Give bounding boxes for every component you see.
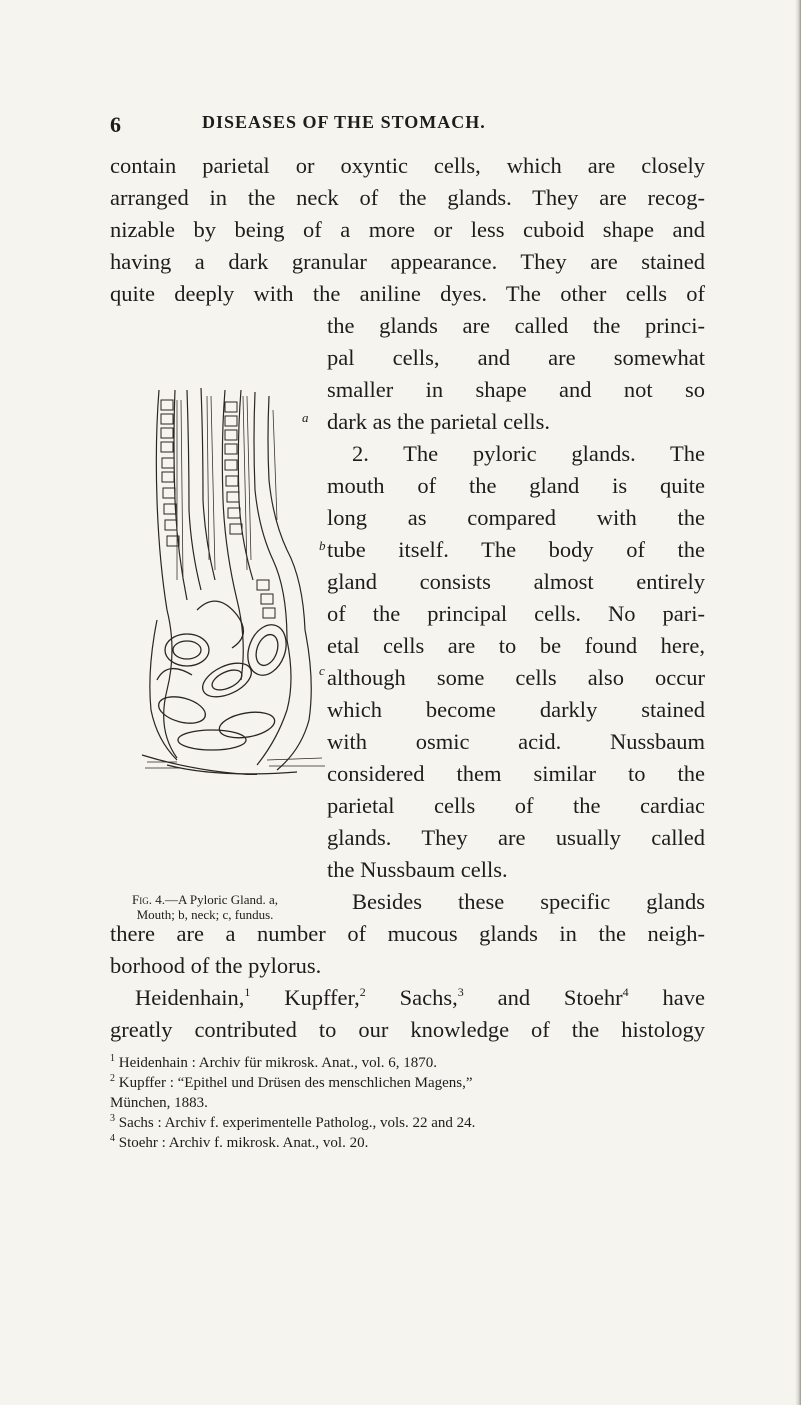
- body-line: glands. They are usually called: [327, 825, 705, 850]
- body-line: of the principal cells. No pari-: [327, 601, 705, 626]
- body-line: nizable by being of a more or less cuboid shape and: [110, 217, 705, 242]
- pyloric-gland-illustration: [137, 380, 327, 775]
- body-line: the glands are called the princi-: [327, 313, 705, 338]
- page-header: [110, 112, 710, 140]
- body-line: etal cells are to be found here,: [327, 633, 705, 658]
- footnote-text: Heidenhain : Archiv für mikrosk. Anat., vol. 6, 1870.: [118, 1055, 438, 1071]
- footnote-1: [110, 1053, 710, 1073]
- body-line: Besides these specific glands: [352, 889, 705, 914]
- body-line: quite deeply with the aniline dyes. The other cells of: [110, 281, 705, 306]
- figure-caption-text: —A Pyloric Gland. a,: [164, 892, 278, 907]
- body-line: which become darkly stained: [327, 697, 705, 722]
- page-number: 6: [110, 112, 121, 137]
- footnote-4: [110, 1133, 710, 1153]
- footnote-2-continued: München, 1883.: [110, 1095, 208, 1111]
- body-line: smaller in shape and not so: [327, 377, 705, 402]
- body-line: there are a number of mucous glands in the neigh-: [110, 921, 705, 946]
- body-line: gland consists almost entirely: [327, 569, 705, 594]
- footnote-2: [110, 1073, 710, 1093]
- figure-label-b: b: [319, 538, 326, 553]
- footnote-mark: 4: [110, 1133, 115, 1144]
- body-line: dark as the parietal cells.: [327, 409, 551, 434]
- body-line: with osmic acid. Nussbaum: [327, 729, 705, 754]
- body-line: although some cells also occur: [327, 665, 705, 690]
- footnote-ref-2: 2: [359, 985, 366, 999]
- body-line: borhood of the pylorus.: [110, 953, 322, 978]
- body-line: long as compared with the: [327, 505, 705, 530]
- body-line: 2. The pyloric glands. The: [352, 441, 705, 466]
- footnote-mark: 2: [110, 1073, 115, 1084]
- body-line: having a dark granular appearance. They are stained: [110, 249, 705, 274]
- figure-caption-label: Fig. 4.: [132, 892, 165, 907]
- figure-label-c: c: [319, 663, 325, 678]
- figure-caption-line2: Mouth; b, neck; c, fundus.: [136, 907, 274, 922]
- footnote-ref-4: 4: [622, 985, 629, 999]
- running-head: DISEASES OF THE STOMACH.: [202, 112, 486, 132]
- footnote-text: Sachs : Archiv f. experimentelle Patholog., vols. 22 and 24.: [118, 1115, 476, 1131]
- footnote-mark: 3: [110, 1113, 115, 1124]
- author-stoehr: and Stoehr: [497, 985, 623, 1010]
- figure-label-a: a: [302, 410, 309, 425]
- figure-caption-line1: [75, 892, 335, 907]
- author-kupffer: Kupffer,: [284, 985, 360, 1010]
- line-end: have: [662, 985, 706, 1010]
- footnote-ref-1: 1: [244, 985, 251, 999]
- body-line: tube itself. The body of the: [327, 537, 705, 562]
- body-line: parietal cells of the cardiac: [327, 793, 705, 818]
- body-line: considered them similar to the: [327, 761, 705, 786]
- footnote-3: [110, 1113, 710, 1133]
- footnote-text: Kupffer : “Epithel und Drüsen des menschlichen Magens,”: [118, 1075, 473, 1091]
- figure-pyloric-gland: [137, 380, 327, 775]
- page-edge-shadow: [795, 0, 801, 1405]
- body-line: pal cells, and are somewhat: [327, 345, 705, 370]
- body-line: the Nussbaum cells.: [327, 857, 508, 882]
- author-sachs: Sachs,: [399, 985, 458, 1010]
- body-line-citations: [110, 982, 705, 1014]
- body-line: greatly contributed to our knowledge of the histology: [110, 1017, 705, 1042]
- body-line: contain parietal or oxyntic cells, which are closely: [110, 153, 705, 178]
- footnote-ref-3: 3: [457, 985, 464, 999]
- author-heidenhain: Heidenhain,: [135, 985, 245, 1010]
- footnote-text: Stoehr : Archiv f. mikrosk. Anat., vol. 20.: [118, 1135, 369, 1151]
- footnote-mark: 1: [110, 1053, 115, 1064]
- body-line: mouth of the gland is quite: [327, 473, 705, 498]
- body-line: arranged in the neck of the glands. They are recog-: [110, 185, 705, 210]
